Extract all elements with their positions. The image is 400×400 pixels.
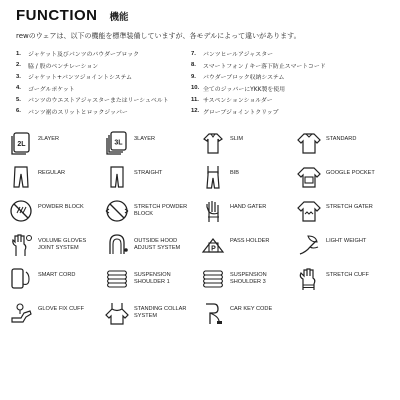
legend-label: GLOVE FIX CUFF bbox=[38, 306, 84, 312]
legend-item-volume-gloves bbox=[8, 230, 104, 265]
feature-number: 7. bbox=[191, 50, 196, 57]
legend-label: STANDARD bbox=[326, 136, 357, 142]
feature-item bbox=[191, 94, 326, 106]
page-header bbox=[16, 7, 129, 24]
regular-pants-icon bbox=[8, 164, 34, 190]
3-layer-icon bbox=[104, 130, 130, 156]
feature-item bbox=[191, 106, 326, 118]
standard-fit-icon bbox=[296, 130, 322, 156]
feature-item bbox=[16, 94, 169, 106]
light-weight-icon bbox=[296, 232, 322, 258]
feature-text: スマートフォン / キー落下防止スマートコード bbox=[203, 63, 326, 70]
feature-item bbox=[16, 83, 169, 95]
feature-number: 4. bbox=[16, 85, 21, 92]
suspension-shoulder-1-icon bbox=[104, 266, 130, 292]
feature-item bbox=[191, 48, 326, 60]
feature-item bbox=[191, 83, 326, 95]
legend-item-hand-gater bbox=[200, 196, 296, 231]
legend-label: POWDER BLOCK bbox=[38, 204, 84, 210]
legend-item-suspension-1 bbox=[104, 264, 200, 299]
feature-number: 9. bbox=[191, 73, 196, 80]
smart-cord-icon bbox=[8, 266, 34, 292]
feature-text: パンツ裾のスリットとロックジッパー bbox=[28, 109, 128, 116]
legend-label: STRETCH POWDER BLOCK bbox=[134, 204, 188, 217]
legend-label: SUSPENSION SHOULDER 1 bbox=[134, 272, 171, 285]
legend-item-straight bbox=[104, 162, 200, 197]
goggle-pocket-icon bbox=[296, 164, 322, 190]
svg-text:3L: 3L bbox=[114, 139, 123, 147]
legend-item-powder-block bbox=[8, 196, 104, 231]
feature-item bbox=[16, 106, 169, 118]
feature-text: ジャケット+パンツジョイントシステム bbox=[28, 75, 132, 82]
legend-item-glove-fix-cuff bbox=[8, 298, 104, 333]
legend-label: LIGHT WEIGHT bbox=[326, 238, 367, 244]
legend-label: SLIM bbox=[230, 136, 244, 142]
stretch-powder-block-icon bbox=[104, 198, 130, 224]
feature-item bbox=[191, 60, 326, 72]
legend-item-standard bbox=[296, 128, 392, 163]
feature-number: 5. bbox=[16, 96, 21, 103]
feature-number: 10. bbox=[191, 85, 200, 92]
legend-label: STRETCH GATER bbox=[326, 204, 373, 210]
slim-fit-icon bbox=[200, 130, 226, 156]
page-title: FUNCTION bbox=[16, 7, 98, 24]
svg-text:2L: 2L bbox=[17, 141, 26, 148]
legend-item-google-pocket bbox=[296, 162, 392, 197]
legend-item-bib bbox=[200, 162, 296, 197]
legend-item-smart-cord bbox=[8, 264, 104, 299]
glove-joint-icon bbox=[8, 232, 34, 258]
legend-item-stretch-cuff bbox=[296, 264, 392, 299]
stretch-gater-icon bbox=[296, 198, 322, 224]
feature-text: 脇 / 股のベンチレーション bbox=[28, 63, 99, 70]
pass-holder-icon bbox=[200, 232, 226, 258]
feature-text: 全てのジッパーにYKK製を使用 bbox=[203, 86, 286, 93]
feature-text: パウダーブロック収納システム bbox=[203, 75, 285, 82]
legend-label: SUSPENSION SHOULDER 3 bbox=[230, 272, 267, 285]
car-key-code-icon bbox=[200, 300, 226, 326]
page-subtitle: 機能 bbox=[109, 12, 129, 23]
legend-label: CAR KEY CODE bbox=[230, 306, 273, 312]
feature-number: 6. bbox=[16, 108, 21, 115]
legend-item-2layer bbox=[8, 128, 104, 163]
straight-pants-icon bbox=[104, 164, 130, 190]
legend-label: OUTSIDE HOOD ADJUST SYSTEM bbox=[134, 238, 181, 251]
feature-text: ジャケット及びパンツのパウダーブロック bbox=[28, 52, 140, 59]
legend-label: PASS HOLDER bbox=[230, 238, 270, 244]
legend-item-regular bbox=[8, 162, 104, 197]
legend-item-standing-collar bbox=[104, 298, 200, 333]
legend-label: REGULAR bbox=[38, 170, 66, 176]
2-layer-icon bbox=[8, 130, 34, 156]
suspension-shoulder-3-icon bbox=[200, 266, 226, 292]
feature-text: パンツヒールアジャスター bbox=[203, 52, 273, 59]
legend-label: GOOGLE POCKET bbox=[326, 170, 375, 176]
feature-item bbox=[16, 60, 169, 72]
feature-text: ゴーグルポケット bbox=[28, 86, 75, 93]
feature-number: 8. bbox=[191, 62, 196, 69]
glove-fix-cuff-icon bbox=[8, 300, 34, 326]
legend-item-pass-holder bbox=[200, 230, 296, 265]
legend-item-outside-hood bbox=[104, 230, 200, 265]
legend-item-stretch-powder-block bbox=[104, 196, 200, 231]
legend-item-stretch-gater bbox=[296, 196, 392, 231]
feature-item bbox=[16, 48, 169, 60]
legend-item-light-weight bbox=[296, 230, 392, 265]
hand-gater-icon bbox=[200, 198, 226, 224]
bib-icon bbox=[200, 164, 226, 190]
feature-text: パンツのウエストアジャスターまたはリーシュベルト bbox=[28, 98, 169, 105]
legend-item-3layer bbox=[104, 128, 200, 163]
legend-label: BIB bbox=[230, 170, 240, 176]
legend-label: SMART CORD bbox=[38, 272, 76, 278]
stretch-cuff-icon bbox=[296, 266, 322, 292]
feature-number: 11. bbox=[191, 96, 199, 103]
powder-block-icon bbox=[8, 198, 34, 224]
feature-item bbox=[191, 71, 326, 83]
feature-number: 12. bbox=[191, 108, 200, 115]
legend-label: 2LAYER bbox=[38, 136, 60, 142]
svg-text:P: P bbox=[211, 245, 216, 253]
legend-item-slim bbox=[200, 128, 296, 163]
legend-label: STRAIGHT bbox=[134, 170, 163, 176]
feature-number: 2. bbox=[16, 62, 21, 69]
intro-text: rewのウェアは、以下の機能を標準装備していますが、各モデルによって違いがあります。 bbox=[16, 32, 301, 40]
feature-text: グローブジョイントクリップ bbox=[203, 109, 279, 116]
feature-list-right bbox=[191, 48, 326, 117]
legend-label: 3LAYER bbox=[134, 136, 156, 142]
legend-item-car-key-code bbox=[200, 298, 296, 333]
legend-label: HAND GATER bbox=[230, 204, 267, 210]
hood-adjust-icon bbox=[104, 232, 130, 258]
feature-text: サスペンションショルダー bbox=[203, 98, 273, 105]
legend-item-suspension-3 bbox=[200, 264, 296, 299]
legend-label: STRETCH CUFF bbox=[326, 272, 369, 278]
feature-list-left bbox=[16, 48, 169, 117]
feature-number: 3. bbox=[16, 73, 21, 80]
feature-item bbox=[16, 71, 169, 83]
feature-number: 1. bbox=[16, 50, 21, 57]
legend-label: STANDING COLLAR SYSTEM bbox=[134, 306, 187, 319]
legend-label: VOLUME GLOVES JOINT SYSTEM bbox=[38, 238, 87, 251]
standing-collar-icon bbox=[104, 300, 130, 326]
